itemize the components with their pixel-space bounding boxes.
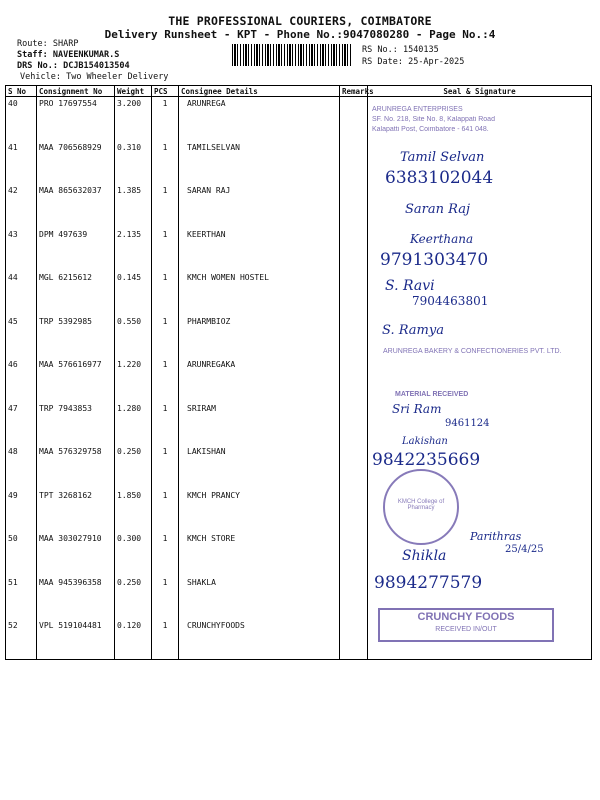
sno: 41 <box>6 141 37 185</box>
table-row <box>6 445 592 489</box>
remarks <box>340 576 368 620</box>
stamp-material-received: MATERIAL RECEIVED <box>395 391 469 398</box>
pcs: 1 <box>152 489 179 533</box>
crunchy-stamp-line2: RECEIVED IN/OUT <box>435 626 497 633</box>
pcs: 1 <box>152 358 179 402</box>
drs-label: DRS No.: <box>17 61 58 71</box>
consignee: PHARMBIOZ <box>179 315 340 359</box>
pcs: 1 <box>152 228 179 272</box>
weight: 0.550 <box>115 315 152 359</box>
sno: 44 <box>6 271 37 315</box>
college-seal-text: KMCH College of Pharmacy <box>397 499 445 511</box>
route-value: SHARP <box>52 39 79 49</box>
pcs: 1 <box>152 315 179 359</box>
signature-row44: S. Ravi <box>385 278 435 294</box>
handwritten-phone-row47: 9461124 <box>445 418 490 429</box>
table-row <box>6 184 592 228</box>
consignee: LAKISHAN <box>179 445 340 489</box>
weight: 3.200 <box>115 97 152 141</box>
rs-no-value: 1540135 <box>402 45 439 55</box>
weight: 1.280 <box>115 402 152 446</box>
stamp-arunrega-line2: SF. No. 218, Site No. 8, Kalappati Road <box>372 116 495 123</box>
stamp-arunrega-bakery: ARUNREGA BAKERY & CONFECTIONERIES PVT. LTD. <box>383 348 562 355</box>
weight: 0.300 <box>115 532 152 576</box>
rs-date-label: RS Date: <box>362 57 403 67</box>
rs-date-line <box>362 57 464 68</box>
remarks <box>340 489 368 533</box>
consignment-no: DPM 497639 <box>37 228 115 272</box>
handwritten-date-row50: 25/4/25 <box>505 544 544 555</box>
signature-row48: Lakishan <box>402 436 448 447</box>
table-row <box>6 97 592 141</box>
remarks <box>340 445 368 489</box>
remarks <box>340 184 368 228</box>
consignment-no: MAA 576329758 <box>37 445 115 489</box>
consignment-no: MAA 706568929 <box>37 141 115 185</box>
handwritten-phone-row41: 6383102044 <box>385 168 494 188</box>
college-seal <box>383 469 459 545</box>
pcs: 1 <box>152 97 179 141</box>
table-row <box>6 271 592 315</box>
signature-row42: Saran Raj <box>405 202 470 217</box>
weight: 0.120 <box>115 619 152 660</box>
consignment-no: VPL 519104481 <box>37 619 115 660</box>
pcs: 1 <box>152 402 179 446</box>
consignment-no: MGL 6215612 <box>37 271 115 315</box>
table-row <box>6 489 592 533</box>
sno: 46 <box>6 358 37 402</box>
signature-row47: Sri Ram <box>392 402 442 416</box>
rs-date-value: 25-Apr-2025 <box>408 57 465 67</box>
col-pcs: PCS <box>152 86 179 97</box>
col-remarks: Remarks <box>340 86 368 97</box>
table-row <box>6 141 592 185</box>
table-header-row <box>6 86 592 97</box>
consignee: KMCH WOMEN HOSTEL <box>179 271 340 315</box>
pcs: 1 <box>152 532 179 576</box>
col-consignee: Consignee Details <box>179 86 340 97</box>
signature-row45: S. Ramya <box>382 323 444 338</box>
consignment-no: TRP 7943853 <box>37 402 115 446</box>
weight: 1.850 <box>115 489 152 533</box>
remarks <box>340 619 368 660</box>
consignee: SHAKLA <box>179 576 340 620</box>
handwritten-phone-row44: 7904463801 <box>412 294 489 308</box>
sno: 48 <box>6 445 37 489</box>
consignee: KMCH PRANCY <box>179 489 340 533</box>
consignee: ARUNREGAKA <box>179 358 340 402</box>
table-row <box>6 402 592 446</box>
sno: 40 <box>6 97 37 141</box>
sno: 49 <box>6 489 37 533</box>
weight: 2.135 <box>115 228 152 272</box>
remarks <box>340 271 368 315</box>
consignment-no: TRP 5392985 <box>37 315 115 359</box>
remarks <box>340 532 368 576</box>
staff-line <box>17 50 119 61</box>
sno: 43 <box>6 228 37 272</box>
remarks <box>340 402 368 446</box>
col-weight: Weight <box>115 86 152 97</box>
drs-line <box>17 61 130 72</box>
crunchy-foods-stamp <box>378 608 554 642</box>
vehicle-value: Two Wheeler Delivery <box>66 72 169 82</box>
remarks <box>340 141 368 185</box>
pcs: 1 <box>152 141 179 185</box>
consignee: CRUNCHYFOODS <box>179 619 340 660</box>
vehicle-label: Vehicle: <box>20 72 61 82</box>
weight: 0.145 <box>115 271 152 315</box>
route-label: Route: <box>17 39 48 49</box>
consignee: SARAN RAJ <box>179 184 340 228</box>
route-line <box>17 39 78 50</box>
staff-value: NAVEENKUMAR.S <box>52 50 120 60</box>
consignment-no: TPT 3268162 <box>37 489 115 533</box>
table-row <box>6 358 592 402</box>
handwritten-phone-row48: 9842235669 <box>372 450 481 470</box>
remarks <box>340 228 368 272</box>
consignment-no: MAA 303027910 <box>37 532 115 576</box>
rs-no-label: RS No.: <box>362 45 398 55</box>
sno: 42 <box>6 184 37 228</box>
pcs: 1 <box>152 619 179 660</box>
consignee: KMCH STORE <box>179 532 340 576</box>
rs-no-line <box>362 45 439 56</box>
col-seal: Seal & Signature <box>368 86 592 97</box>
runsheet-subtitle: Delivery Runsheet - KPT - Phone No.:9047080280 - Page No.:4 <box>104 28 496 41</box>
col-consignment: Consignment No <box>37 86 115 97</box>
pcs: 1 <box>152 271 179 315</box>
pcs: 1 <box>152 576 179 620</box>
staff-label: Staff: <box>17 50 48 60</box>
sno: 47 <box>6 402 37 446</box>
table-row <box>6 228 592 272</box>
weight: 1.220 <box>115 358 152 402</box>
sno: 51 <box>6 576 37 620</box>
weight: 0.250 <box>115 445 152 489</box>
pcs: 1 <box>152 184 179 228</box>
signature-row50: Parithras <box>470 530 522 543</box>
weight: 0.310 <box>115 141 152 185</box>
barcode <box>232 44 352 66</box>
consignment-no: MAA 945396358 <box>37 576 115 620</box>
consignee: TAMILSELVAN <box>179 141 340 185</box>
sno: 50 <box>6 532 37 576</box>
handwritten-phone-row51: 9894277579 <box>374 573 483 593</box>
remarks <box>340 315 368 359</box>
signature-row51: Shikla <box>402 548 447 564</box>
vehicle-line <box>20 72 168 83</box>
seal-cell <box>368 184 592 228</box>
runsheet-table <box>5 85 592 660</box>
stamp-arunrega-line3: Kalapatti Post, Coimbatore - 641 048. <box>372 126 489 133</box>
consignee: SRIRAM <box>179 402 340 446</box>
consignment-no: MAA 576616977 <box>37 358 115 402</box>
sno: 45 <box>6 315 37 359</box>
sno: 52 <box>6 619 37 660</box>
handwritten-phone-row43: 9791303470 <box>380 250 489 270</box>
company-title: THE PROFESSIONAL COURIERS, COIMBATORE <box>168 14 432 28</box>
weight: 0.250 <box>115 576 152 620</box>
signature-row41: Tamil Selvan <box>400 150 485 165</box>
consignee: ARUNREGA <box>179 97 340 141</box>
crunchy-stamp-line1: CRUNCHY FOODS <box>417 611 515 623</box>
remarks <box>340 97 368 141</box>
col-sno: S No <box>6 86 37 97</box>
remarks <box>340 358 368 402</box>
consignment-no: MAA 865632037 <box>37 184 115 228</box>
consignment-no: PRO 17697554 <box>37 97 115 141</box>
drs-value: DCJB154013504 <box>63 61 130 71</box>
consignee: KEERTHAN <box>179 228 340 272</box>
stamp-arunrega-line1: ARUNREGA ENTERPRISES <box>372 106 463 113</box>
signature-row43: Keerthana <box>410 232 474 246</box>
weight: 1.385 <box>115 184 152 228</box>
pcs: 1 <box>152 445 179 489</box>
